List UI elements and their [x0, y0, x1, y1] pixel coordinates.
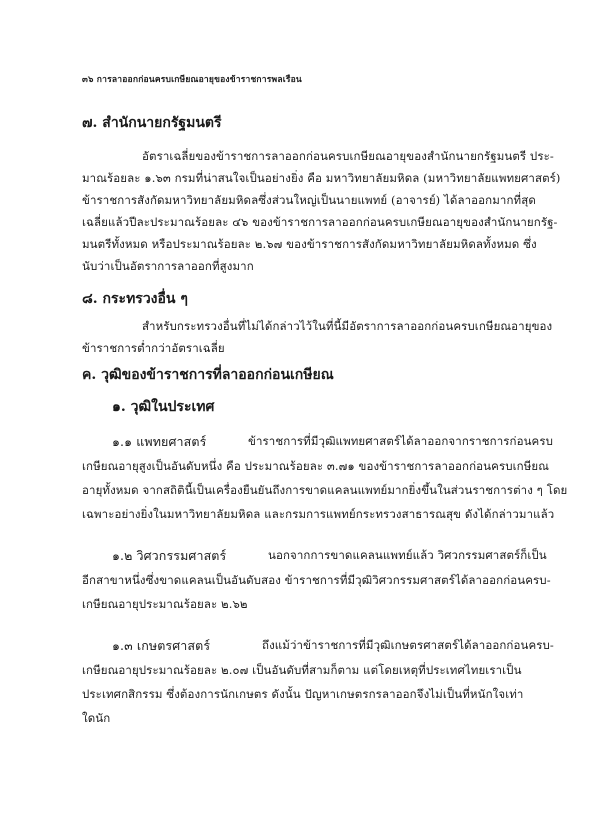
section-heading-c: ค. วุฒิของข้าราชการที่ลาออกก่อนเกษียณ [82, 367, 334, 383]
paragraph-line: เฉพาะอย่างยิ่งในมหาวิทยาลัยมหิดล และกรมการแพทย์กระทรวงสาธารณสุข ดังได้กล่าวมาแล้ว [82, 507, 555, 521]
paragraph-line: อายุทั้งหมด จากสถิตินี้เป็นเครื่องยืนยันถึงการขาดแคลนแพทย์มากยิ่งขึ้นในส่วนราชการต่าง ๆ โดย [82, 483, 568, 497]
paragraph-line: นับว่าเป็นอัตราการลาออกที่สูงมาก [82, 259, 254, 273]
item-label-agriculture: ๑.๓ เกษตรศาสตร์ [112, 638, 211, 653]
paragraph-line: เฉลี่ยแล้วปีละประมาณร้อยละ ๔๖ ของข้าราชการลาออกก่อนครบเกษียณอายุของสำนักนายกรัฐ- [82, 215, 558, 229]
paragraph-line: เกษียณอายุประมาณร้อยละ ๒.๐๗ เป็นอันดับที่สามก็ตาม แต่โดยเหตุที่ประเทศไทยเราเป็น [82, 663, 522, 677]
paragraph-line: ประเทศกสิกรรม ซึ่งต้องการนักเกษตร ดังนั้น ปัญหาเกษตรกรลาออกจึงไม่เป็นที่หนักใจเท่า [82, 687, 524, 701]
item-label-engineering: ๑.๒ วิศวกรรมศาสตร์ [112, 548, 227, 563]
paragraph-line: ใดนัก [82, 711, 111, 725]
sub-heading-domestic: ๑. วุฒิในประเทศ [112, 399, 215, 415]
paragraph-line: เกษียณอายุประมาณร้อยละ ๒.๖๒ [82, 597, 248, 611]
section-heading-7: ๗. สำนักนายกรัฐมนตรี [82, 115, 222, 131]
paragraph-line: อีกสาขาหนึ่งซึ่งขาดแคลนเป็นอันดับสอง ข้าราชการที่มีวุฒิวิศวกรรมศาสตร์ได้ลาออกก่อนครบ- [82, 573, 551, 587]
paragraph-line: นอกจากการขาดแคลนแพทย์แล้ว วิศวกรรมศาสตร์ก็เป็น [268, 548, 547, 562]
section-heading-8: ๘. กระทรวงอื่น ๆ [82, 291, 188, 307]
paragraph-line: มนตรีทั้งหมด หรือประมาณร้อยละ ๒.๖๗ ของข้าราชการสังกัดมหาวิทยาลัยมหิดลทั้งหมด ซึ่ง [82, 237, 537, 251]
item-label-medicine: ๑.๑ แพทยศาสตร์ [112, 434, 207, 449]
paragraph-line: ข้าราชการที่มีวุฒิแพทยศาสตร์ได้ลาออกจากราชการก่อนครบ [248, 434, 554, 448]
paragraph-line: สำหรับกระทรวงอื่นที่ไม่ได้กล่าวไว้ในที่นี้มีอัตราการลาออกก่อนครบเกษียณอายุของ [142, 319, 553, 333]
paragraph-line: เกษียณอายุสูงเป็นอันดับหนึ่ง คือ ประมาณร้อยละ ๓.๗๑ ของข้าราชการลาออกก่อนครบเกษียณ [82, 459, 549, 473]
running-header: ๓๖ การลาออกก่อนครบเกษียณอายุของข้าราชการพลเรือน [82, 75, 302, 85]
paragraph-line: ข้าราชการต่ำกว่าอัตราเฉลี่ย [82, 341, 225, 355]
paragraph-line: อัตราเฉลี่ยของข้าราชการลาออกก่อนครบเกษียณอายุของสำนักนายกรัฐมนตรี ประ- [142, 149, 554, 163]
paragraph-line: มาณร้อยละ ๑.๖๓ กรมที่น่าสนใจเป็นอย่างยิ่ง คือ มหาวิทยาลัยมหิดล (มหาวิทยาลัยแพทยศาสตร์) [82, 171, 561, 185]
paragraph-line: ถึงแม้ว่าข้าราชการที่มีวุฒิเกษตรศาสตร์ได้ลาออกก่อนครบ- [262, 638, 554, 652]
paragraph-line: ข้าราชการสังกัดมหาวิทยาลัยมหิดลซึ่งส่วนใหญ่เป็นนายแพทย์ (อาจารย์) ได้ลาออกมากที่สุด [82, 193, 536, 207]
